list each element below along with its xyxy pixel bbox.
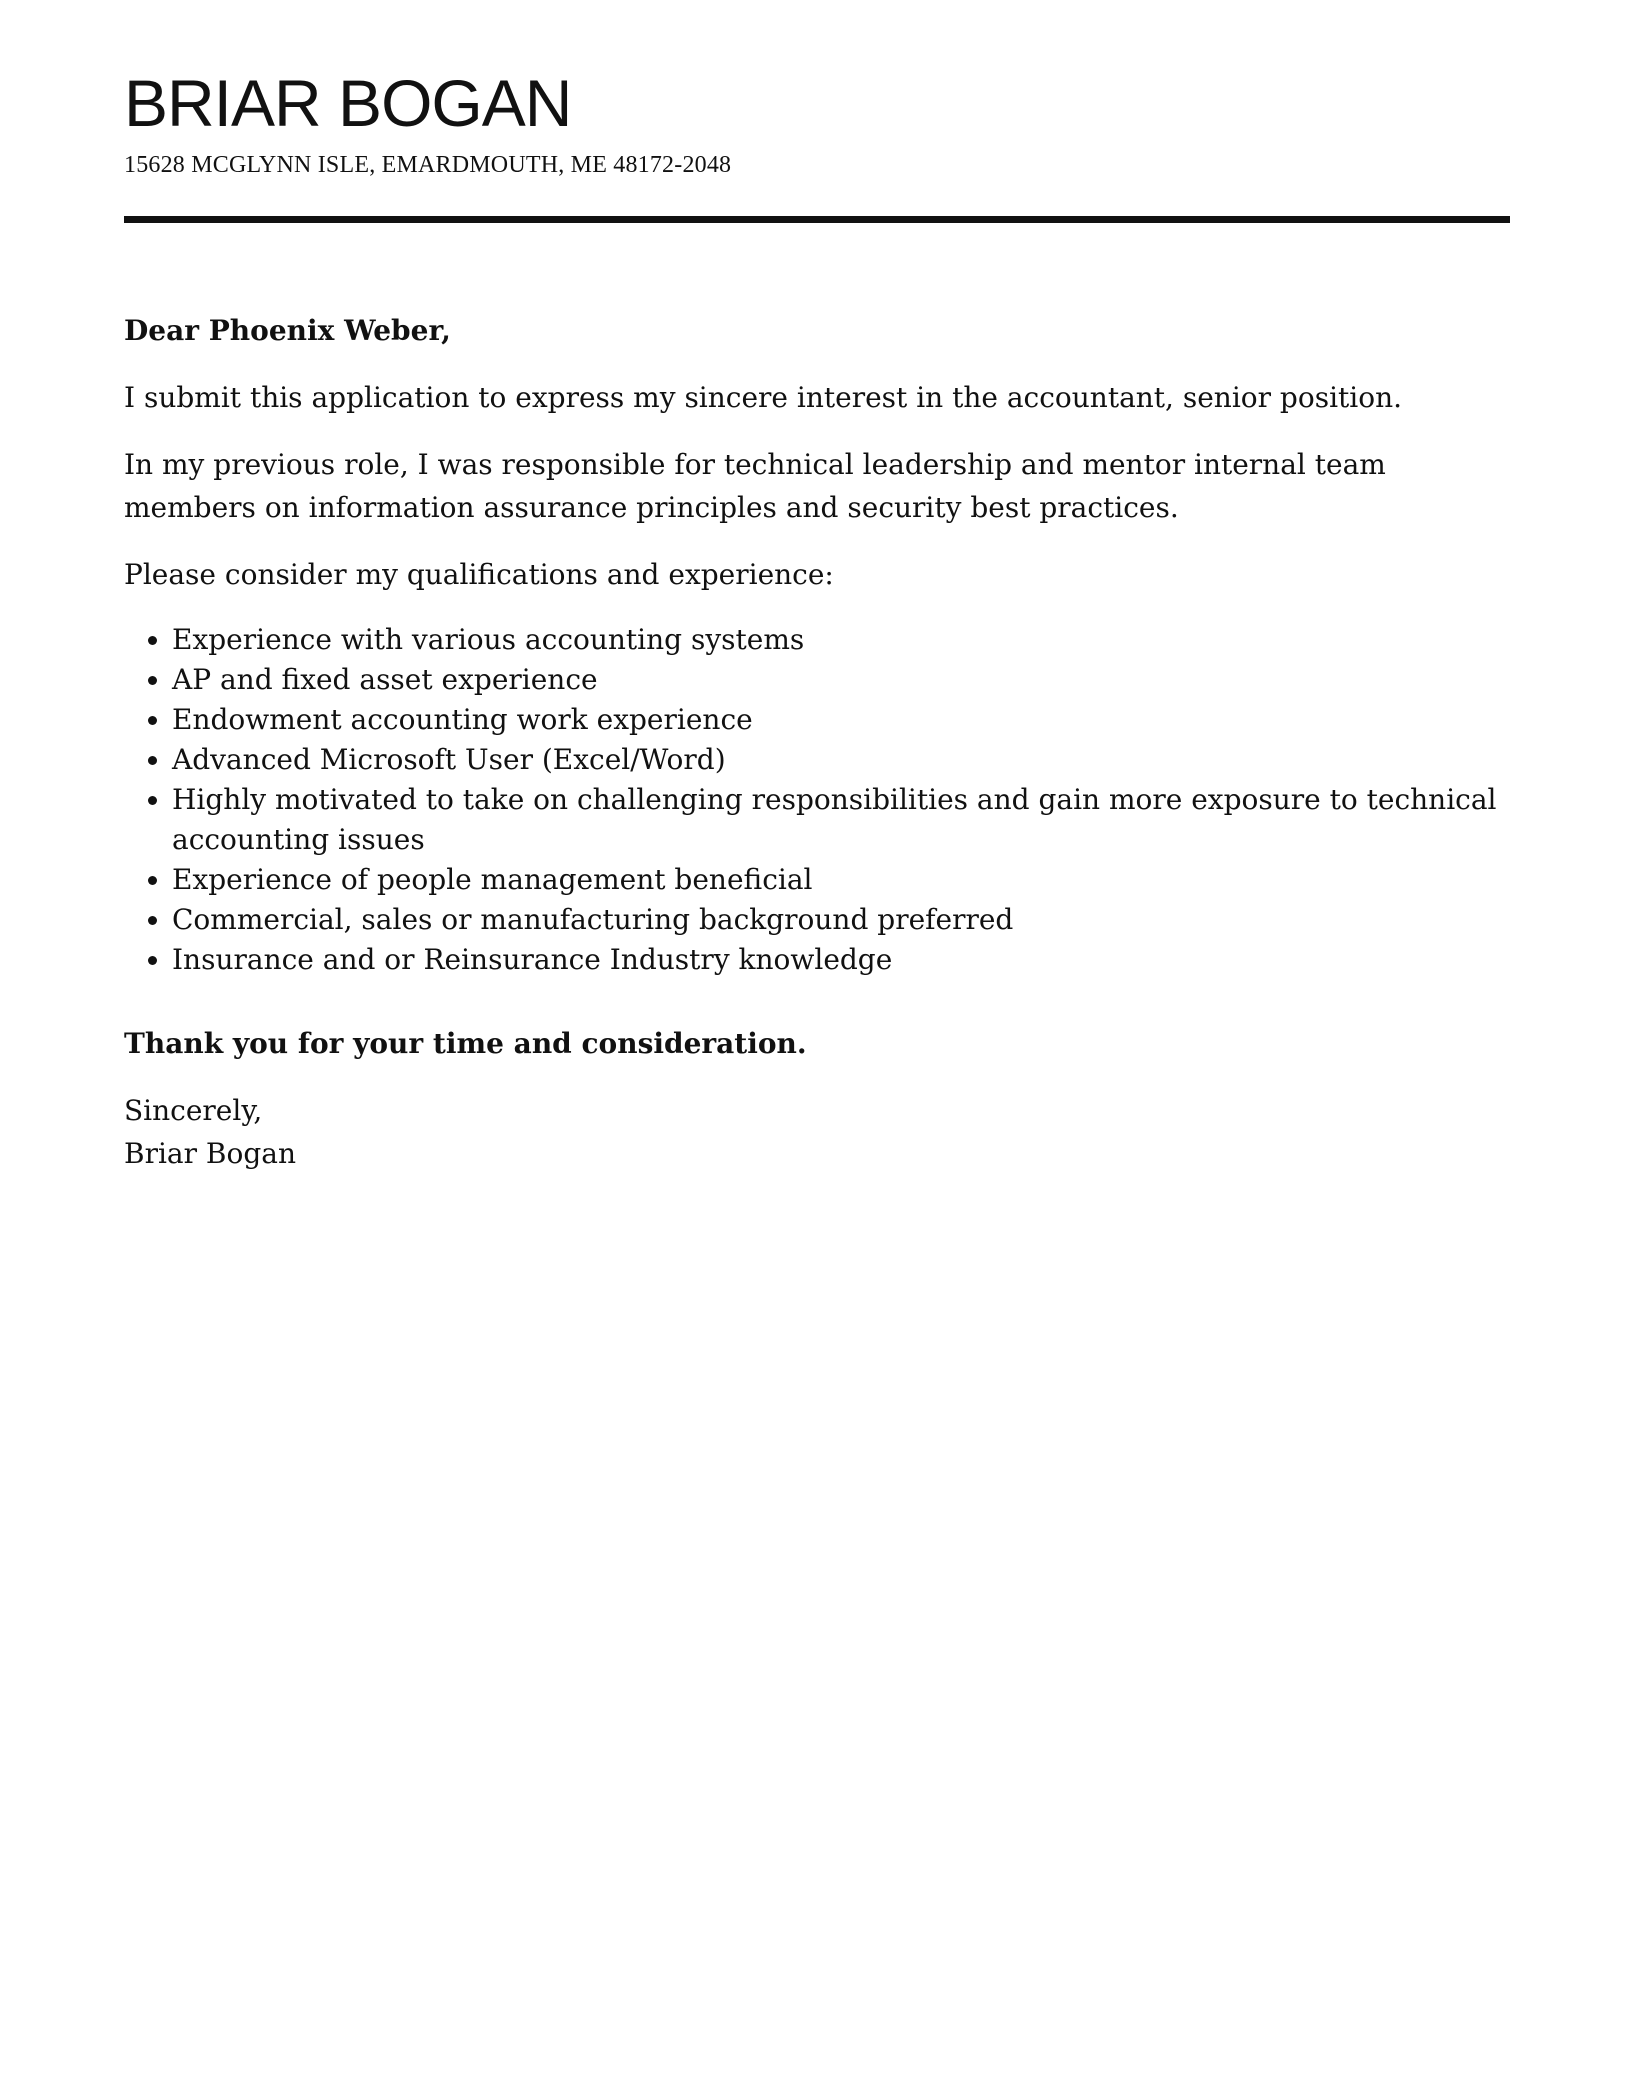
cover-letter-page (124, 62, 1508, 1175)
closing: Sincerely, (124, 1094, 263, 1127)
header-divider (124, 216, 1510, 223)
list-item: • Experience with various accounting systems (172, 620, 1508, 660)
list-item: • Advanced Microsoft User (Excel/Word) (172, 740, 1508, 780)
greeting: Dear Phoenix Weber, (124, 314, 451, 347)
paragraph-previous-role: In my previous role, I was responsible for technical leadership and mentor internal team members on information assurance principles and security best practices. (124, 448, 1386, 524)
qualifications-list (124, 620, 1508, 980)
list-item: • Experience of people management beneficial (172, 860, 1508, 900)
list-item: • Commercial, sales or manufacturing background preferred (172, 900, 1508, 940)
thank-you-line: Thank you for your time and consideration. (124, 1027, 807, 1060)
signature-name: Briar Bogan (124, 1137, 296, 1170)
applicant-address: 15628 MCGLYNN ISLE, EMARDMOUTH, ME 48172-2048 (124, 152, 732, 178)
qualifications-intro: Please consider my qualifications and experience: (124, 558, 834, 591)
list-item: • Endowment accounting work experience (172, 700, 1508, 740)
letter-body (124, 309, 1508, 1175)
list-item: • AP and fixed asset experience (172, 660, 1508, 700)
paragraph-intro: I submit this application to express my sincere interest in the accountant, senior position. (124, 381, 1403, 414)
list-item: • Highly motivated to take on challenging responsibilities and gain more exposure to technical accounting issues (172, 780, 1508, 860)
list-item: • Insurance and or Reinsurance Industry knowledge (172, 940, 1508, 980)
applicant-name: BRIAR BOGAN (124, 66, 572, 140)
